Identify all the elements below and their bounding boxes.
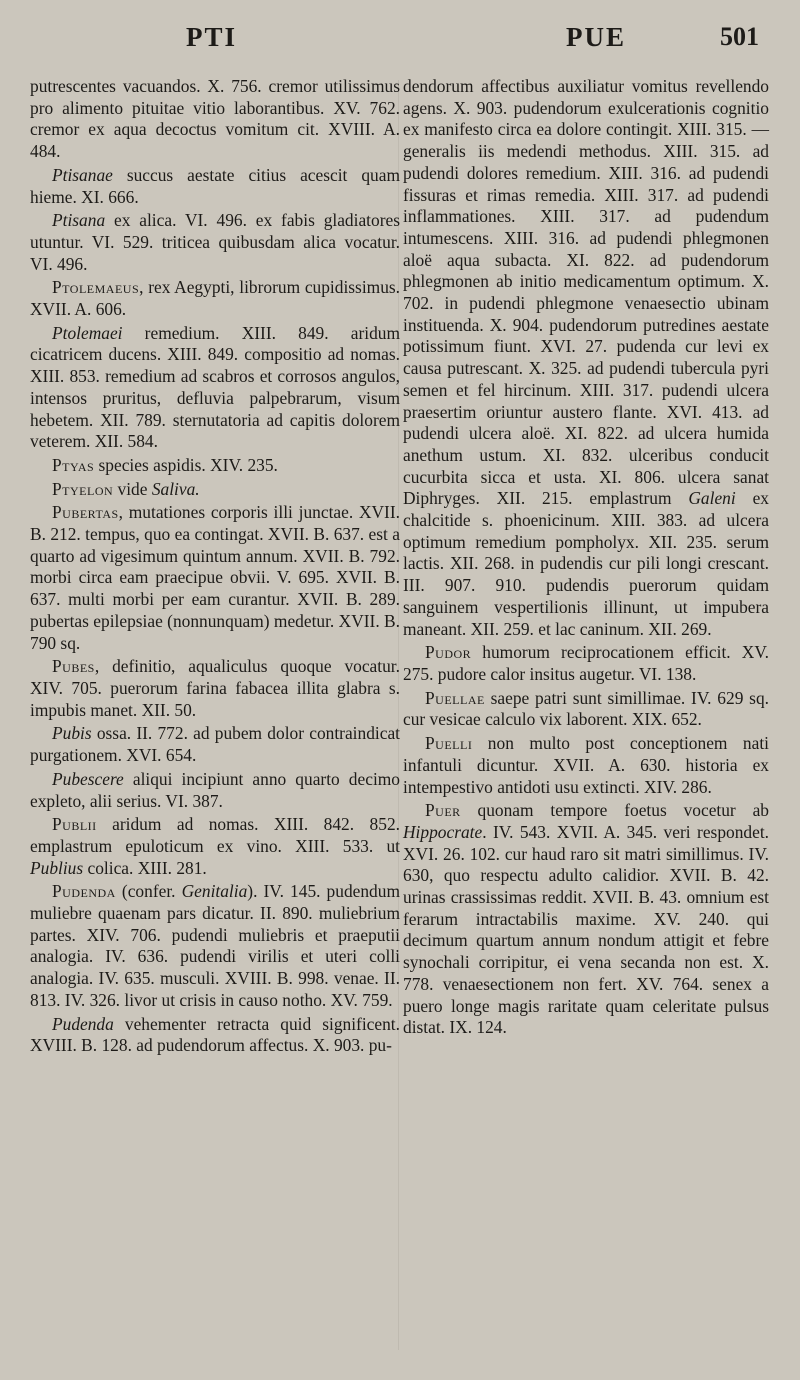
index-entry [30,277,400,320]
entry-cross-reference: Galeni [688,488,736,509]
entry-headword: Pubis [52,723,92,744]
index-entry [403,76,769,640]
entry-text: . IV. 543. XVII. A. 345. veri respondet. XVI. 26. 102. cur haud raro sit matri simillimus. IV. 630, quo respectu adulto calidior. XVII. B. 42. urinas crassissimas reddit. XVII. B. 43. omnium est ferarum intractabilis maxime. XV. 240. qui decimum quartum annum nondum attigit et febre synochali corripitur, ei vena secanda non est. X. 778. venaesectionem non fert. XV. 764. senex a puero longe magis raritate quam celeritate pulsus distat. IX. 124. [403,821,769,1038]
index-entry [30,656,400,721]
entry-cross-reference: Hippocrate [403,821,483,842]
entry-text: dendorum affectibus auxiliatur vomitus revellendo agens. X. 903. pudendorum exulcerationis cognitio ex manifesto circa ea dolore contingit. XIII. 315. — generalis iis medendi methodus. XIII. 315. ad pudendi dolores remedium. XIII. 316. ad pudendi fissuras et rimas remedia. XIII. 317. ad pudendi inflammationes. XIII. 317. ad pudendum intumescens. XIII. 316. ad pudendi phlegmonen aloë aqua subacta. XI. 822. ad pudendorum phlegmonen ab initio medicamentum optimum. X. 702. in pudendi phlegmone venaesectio ubinam instituenda. X. 904. pudendorum putredines aestate potissimum fiunt. XVI. 27. pudenda cur levi ex causa putrescant. X. 325. ad pudendi tubercula pyri semen et fel hircinum. XIII. 317. pudendi ulcera praesertim oriuntur austero flante. XVI. 413. ad pudendi ulcera aloë. XI. 822. ad ulcera humida anethum ustum. XI. 832. ulceribus conducit cucurbita sicca et usta. XI. 806. ulcera sanat Diphryges. XII. 215. emplastrum [403,76,769,509]
entry-headword: Pudenda [52,1013,114,1034]
header-right-catchword: PUE [566,22,626,52]
entry-text: vehementer retracta quid significent. XVIII. B. 128. ad pudendorum affectus. X. 903. pu- [30,1013,400,1056]
entry-text: aridum ad nomas. XIII. 842. 852. emplastrum epuloticum ex vino. XIII. 533. ut [30,814,400,856]
entry-text: putrescentes vacuandos. X. 756. cremor utilissimus pro alimento pituitae vitio laborantibus. XV. 762. cremor ex aqua decoctus vomitum cit. XVIII. A. 484. [30,76,400,162]
entry-text: ex alica. VI. 496. ex fabis gladiatores utuntur. VI. 529. triticea quibusdam alica vocatur. VI. 496. [30,210,400,274]
index-entry [403,733,769,798]
index-entry [30,479,400,501]
entry-headword: Puer [425,800,461,821]
entry-headword: Publii [52,814,97,835]
right-column [403,76,769,1039]
index-entry [30,165,400,208]
entry-headword: Ptolemaeus [52,277,140,298]
entry-cross-reference: Genitalia [181,881,248,902]
header-left-catchword: PTI [186,22,238,52]
entry-headword: Ptyas [52,454,95,475]
index-entry [30,814,400,879]
entry-headword: Puelli [425,733,473,754]
index-entry [403,688,769,731]
running-header [0,22,800,66]
index-entry [30,455,400,477]
entry-headword: Ptyelon [52,478,114,499]
entry-cross-reference: Publius [30,857,84,878]
entry-headword: Pubes [52,656,95,677]
entry-text: remedium. XIII. 849. aridum cicatricem ducens. XIII. 849. compositio ad nomas. XIII. 853. remedium ad scabros et corrosos angulos, intensos pruritus, defluvia palpebrarum, visum hebetem. XII. 789. sternutatoria ad capitis dolorem veterem. XII. 584. [30,322,400,452]
index-entry [30,723,400,766]
index-entry [30,76,400,163]
entry-headword: Pudor [425,642,472,663]
entry-text: ). IV. 145. pudendum muliebre quaenam pars dicatur. II. 890. muliebrium partes. XIV. 706. pudendi muliebris et praeputii analogia. IV. 636. pudendi virilis et uteri colli analogia. IV. 635. musculi. XVIII. B. 998. venae. II. 813. IV. 326. livor ut crisis in causo notho. XV. 759. [30,881,400,1010]
entry-text: , rex Aegypti, librorum cupidissimus. XVII. A. 606. [30,277,400,320]
entry-headword: Ptisanae [52,164,113,185]
index-entry [30,323,400,453]
entry-text: colica. XIII. 281. [83,857,207,878]
index-entry [403,800,769,1039]
entry-text: vide [113,478,152,499]
entry-text: humorum reciprocationem efficit. XV. 275. pudore calor insitus augetur. VI. 138. [403,642,769,684]
entry-text: ex chalcitide s. phoenicinum. XIII. 383. ad ulcera optimum remedium pompholyx. XII. 235. serum lactis. XII. 268. in pudendis cur pili longi crescant. III. 907. 910. pudendis puerorum quidam sanguinem vespertilionis illinunt, ut impubera maneant. XII. 259. et lac caninum. XII. 269. [403,488,769,639]
entry-text: aliqui incipiunt anno quarto decimo expleto, alii serius. VI. 387. [30,768,400,811]
entry-headword: Ptolemaei [52,322,123,343]
entry-headword: Puellae [425,687,485,708]
index-entry [30,502,400,654]
entry-text: ossa. II. 772. ad pubem dolor contraindicat purgationem. XVI. 654. [30,723,400,766]
entry-text: , definitio, aqualiculus quoque vocatur. XIV. 705. puerorum farina fabacea illita glabra s. impubis manet. XII. 50. [30,656,400,720]
entry-text: non multo post conceptionem nati infantuli dicuntur. XVII. A. 630. historia ex intempestivo antidoti usu extincti. XIV. 286. [403,733,769,797]
index-entry [403,642,769,685]
entry-headword: Pubescere [52,768,124,789]
entry-headword: Pubertas [52,502,119,523]
entry-headword: Ptisana [52,210,106,231]
entry-text: (confer. [115,881,182,902]
index-entry [30,881,400,1011]
left-column [30,76,400,1057]
entry-text: succus aestate citius acescit quam hieme. XI. 666. [30,164,400,207]
entry-text: quonam tempore foetus vocetur ab [460,800,769,821]
entry-text: saepe patri sunt simillimae. IV. 629 sq. cur vesicae calculo vix laborent. XIX. 652. [403,687,769,730]
entry-text: species aspidis. XIV. 235. [94,454,278,475]
page-number: 501 [720,22,759,51]
entry-cross-reference: Saliva. [151,478,200,499]
index-entry [30,769,400,812]
index-entry [30,1014,400,1057]
entry-text: , mutationes corporis illi junctae. XVII. B. 212. tempus, quo ea contingat. XVII. B. 637. est a quarto ad vigesimum quintum annum. XVII. B. 792. morbi circa eam praecipue obvii. V. 695. XVII. B. 637. multi morbi per eam curantur. XVII. B. 289. pubertas epilepsiae (nonnunquam) medetur. XVII. B. 790 sq. [30,502,400,653]
index-entry [30,210,400,275]
entry-headword: Pudenda [52,881,116,902]
